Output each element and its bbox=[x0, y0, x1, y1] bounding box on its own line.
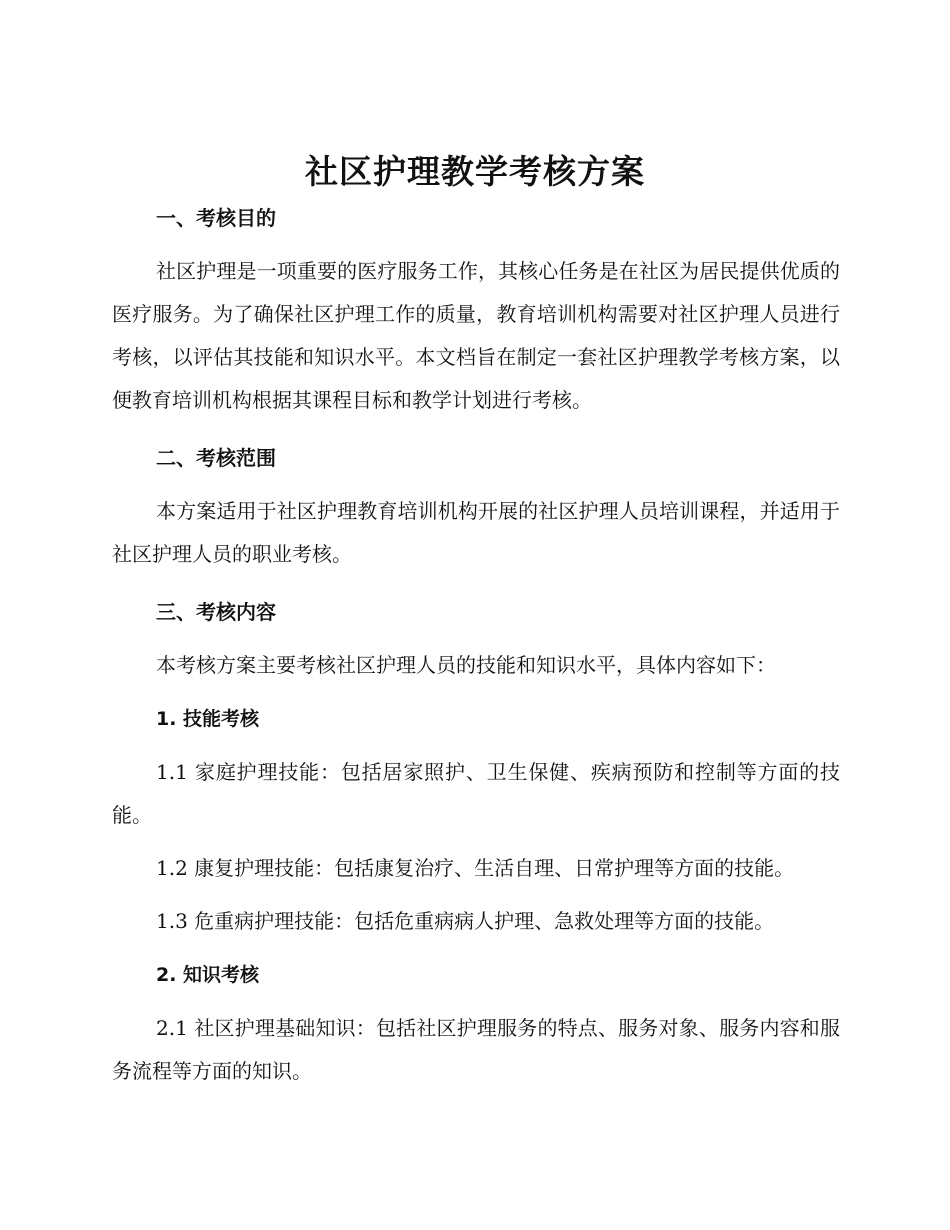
section-heading-purpose: 一、考核目的 bbox=[156, 206, 276, 230]
list-item-knowledge-1: 2.1 社区护理基础知识：包括社区护理服务的特点、服务对象、服务内容和服务流程等方面的知识。 bbox=[112, 1016, 840, 1083]
list-item-skill-1: 1.1 家庭护理技能：包括居家照护、卫生保健、疾病预防和控制等方面的技能。 bbox=[112, 760, 840, 827]
subsection-heading-skills: 1. 技能考核 bbox=[156, 708, 260, 730]
subsection-heading-knowledge: 2. 知识考核 bbox=[156, 964, 260, 986]
document-body bbox=[112, 196, 840, 1093]
section-paragraph-content: 本考核方案主要考核社区护理人员的技能和知识水平，具体内容如下： bbox=[156, 653, 776, 677]
section-paragraph-scope: 本方案适用于社区护理教育培训机构开展的社区护理人员培训课程，并适用于社区护理人员的职业考核。 bbox=[112, 499, 840, 566]
section-heading-content: 三、考核内容 bbox=[156, 600, 276, 624]
section-heading-scope: 二、考核范围 bbox=[156, 446, 276, 470]
section-paragraph-purpose: 社区护理是一项重要的医疗服务工作，其核心任务是在社区为居民提供优质的医疗服务。为了确保社区护理工作的质量，教育培训机构需要对社区护理人员进行考核，以评估其技能和知识水平。本文档旨在制定一套社区护理教学考核方案，以便教育培训机构根据其课程目标和教学计划进行考核。 bbox=[112, 259, 840, 412]
list-item-skill-2: 1.2 康复护理技能：包括康复治疗、生活自理、日常护理等方面的技能。 bbox=[156, 856, 795, 880]
document-title: 社区护理教学考核方案 bbox=[305, 152, 645, 191]
list-item-skill-3: 1.3 危重病护理技能：包括危重病病人护理、急救处理等方面的技能。 bbox=[156, 909, 775, 933]
